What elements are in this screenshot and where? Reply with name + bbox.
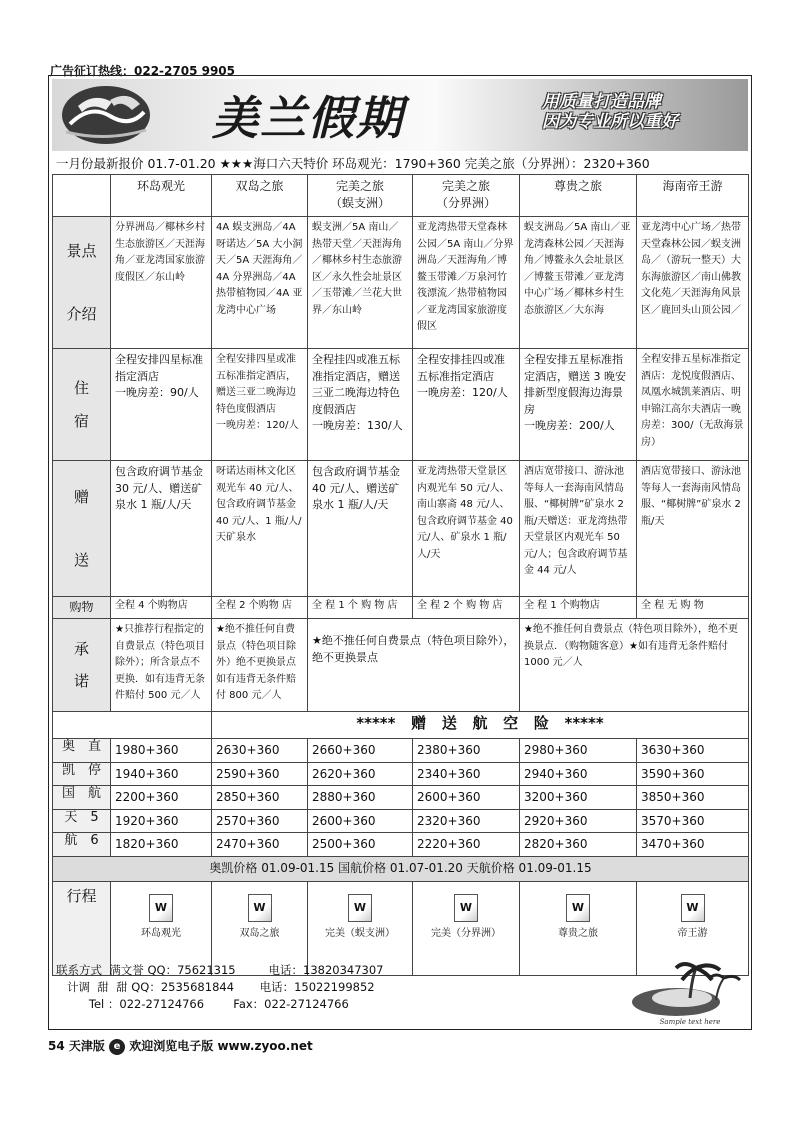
itinerary-doc[interactable] xyxy=(413,881,520,975)
price-cell: 2660+360 xyxy=(308,739,413,763)
gift-cell: 包含政府调节基金 30 元/人、赠送矿泉水 1 瓶/人/天 xyxy=(111,461,212,597)
brand-title: 美兰假期 xyxy=(212,91,404,145)
itinerary-doc[interactable] xyxy=(520,881,637,975)
price-label-2: 停 xyxy=(88,762,102,778)
price-cell: 1940+360 xyxy=(111,762,212,786)
price-cell: 1920+360 xyxy=(111,809,212,833)
stay-label-2: 宿 xyxy=(73,411,89,430)
stay-cell: 全程安排四星或准五标准指定酒店，赠送三亚二晚海边特色度假酒店 一晚房差：120/人 xyxy=(212,349,308,461)
col-header: 海南帝王游 xyxy=(637,175,749,217)
price-cell: 3590+360 xyxy=(637,762,749,786)
price-label-2: 6 xyxy=(90,833,99,848)
doc-label: 尊贵之旅 xyxy=(558,927,598,939)
doc-label: 双岛之旅 xyxy=(239,927,280,939)
corner-cell xyxy=(53,175,111,217)
col-header: 完美之旅 （蜈支洲） xyxy=(308,175,413,217)
gift-banner: ***** 赠 送 航 空 险 ***** xyxy=(212,712,749,739)
slogan-line-2: 因为专业所以重好 xyxy=(542,112,678,132)
stay-cell: 全程安排五星标准指定酒店：龙悦度假酒店、凤凰水城凯莱酒店、明申锦江高尔夫酒店一晚房差：300/（无敌海景房） xyxy=(637,349,749,461)
slogan xyxy=(542,92,678,132)
col-header: 完美之旅 （分界洲） xyxy=(413,175,520,217)
sights-cell: 分界洲岛／椰林乡村生态旅游区／天涯海角／亚龙湾国家旅游度假区／东山岭 xyxy=(111,217,212,349)
price-cell: 3630+360 xyxy=(637,739,749,763)
gift-cell: 亚龙湾热带天堂景区内观光车 50 元/人、南山寨斋 48 元/人、包含政府调节基金 40 元/人、矿泉水 1 瓶/人/天 xyxy=(413,461,520,597)
price-cell: 2570+360 xyxy=(212,809,308,833)
price-cell: 2980+360 xyxy=(520,739,637,763)
promise-label-1: 承 xyxy=(73,639,89,658)
contact-row-2: 计调 甜 甜 QQ：2535681844 电话：15022199852 xyxy=(56,980,375,994)
shopping-cell: 全程 4 个购物店 xyxy=(111,597,212,619)
price-cell: 2880+360 xyxy=(308,786,413,810)
price-label-1: 凯 xyxy=(61,762,75,778)
price-cell: 3470+360 xyxy=(637,833,749,857)
price-dates: 奥凯价格 01.09-01.15 国航价格 01.07-01.20 天航价格 01.09-01.15 xyxy=(53,856,749,881)
price-cell: 2500+360 xyxy=(308,833,413,857)
price-row-label: 国 航 xyxy=(53,786,111,810)
sights-cell: 蜈支洲岛／5A 南山／亚龙湾森林公园／天涯海角／博鳌永久会址景区／博鳌玉带滩／亚龙湾中心广场／椰林乡村生态旅游区／大东海 xyxy=(520,217,637,349)
sights-label-2: 介绍 xyxy=(66,304,97,323)
word-doc-icon[interactable]: W xyxy=(149,894,173,922)
price-table xyxy=(52,174,749,976)
word-doc-icon[interactable]: W xyxy=(454,894,478,922)
price-cell: 1820+360 xyxy=(111,833,212,857)
price-label-1: 天 xyxy=(64,809,78,825)
price-row xyxy=(53,739,749,763)
price-cell: 2850+360 xyxy=(212,786,308,810)
price-cell: 2340+360 xyxy=(413,762,520,786)
gift-row xyxy=(53,461,749,597)
price-cell: 2590+360 xyxy=(212,762,308,786)
price-cell: 2940+360 xyxy=(520,762,637,786)
gift-label-1: 赠 xyxy=(73,488,89,506)
price-cell: 3850+360 xyxy=(637,786,749,810)
price-row-label xyxy=(53,833,111,857)
stay-cell: 全程安排挂四或准五标准指定酒店 一晚房差：120/人 xyxy=(413,349,520,461)
price-cell: 2600+360 xyxy=(413,786,520,810)
price-row xyxy=(53,809,749,833)
sights-label-1: 景点 xyxy=(66,242,97,260)
price-cell: 3570+360 xyxy=(637,809,749,833)
shopping-cell: 全 程 2 个 购 物 店 xyxy=(413,597,520,619)
itinerary-doc[interactable] xyxy=(212,881,308,975)
price-label-2: 5 xyxy=(90,809,99,825)
price-cell: 2920+360 xyxy=(520,809,637,833)
itinerary-doc[interactable] xyxy=(308,881,413,975)
price-label-1: 航 xyxy=(64,833,78,848)
promise-cell: ★绝不推任何自费景点（特色项目除外），绝不更换景点．（购物随客意）★如有违背无条件赔付 1000 元／人 xyxy=(520,619,749,712)
shopping-cell: 全 程 1 个 购 物 店 xyxy=(308,597,413,619)
dates-row xyxy=(53,856,749,881)
sights-row xyxy=(53,217,749,349)
price-cell: 2600+360 xyxy=(308,809,413,833)
footer-text[interactable]: 欢迎浏览电子版 www.zyoo.net xyxy=(129,1039,313,1053)
sights-label xyxy=(53,217,111,349)
gift-cell: 呀诺达雨林文化区观光车 40 元/人、包含政府调节基金 40 元/人、1 瓶/人/天矿泉水 xyxy=(212,461,308,597)
shopping-row xyxy=(53,597,749,619)
contact-block xyxy=(56,962,384,1013)
price-cell: 2320+360 xyxy=(413,809,520,833)
price-row-label xyxy=(53,762,111,786)
stay-cell: 全程安排五星标准指定酒店，赠送 3 晚安排新型度假海边海景房 一晚房差：200/人 xyxy=(520,349,637,461)
island-caption: Sample text here xyxy=(659,1018,721,1026)
price-row-label xyxy=(53,739,111,763)
stay-cell: 全程安排四星标准指定酒店 一晚房差：90/人 xyxy=(111,349,212,461)
gift-label xyxy=(53,461,111,597)
stay-row xyxy=(53,349,749,461)
price-cell: 2820+360 xyxy=(520,833,637,857)
promise-cell: ★绝不推任何自费景点（特色项目除外）绝不更换景点如有违背无条件赔付 800 元／人 xyxy=(212,619,308,712)
island-illustration xyxy=(620,958,748,1028)
price-label-1: 奥 xyxy=(61,739,75,754)
gift-banner-row xyxy=(53,712,749,739)
shopping-cell: 全程 2 个购物 店 xyxy=(212,597,308,619)
price-cell: 2630+360 xyxy=(212,739,308,763)
col-header: 尊贵之旅 xyxy=(520,175,637,217)
word-doc-icon[interactable]: W xyxy=(566,894,590,922)
sights-cell: 蜈支洲／5A 南山／热带天堂／天涯海角／椰林乡村生态旅游区／永久性会址景区／玉带滩／兰花大世界／东山岭 xyxy=(308,217,413,349)
contact-row-3: Tel ：022-27124766 Fax：022-27124766 xyxy=(56,997,349,1011)
ad-hotline: 广告征订热线：022-2705 9905 xyxy=(50,64,236,78)
stay-label xyxy=(53,349,111,461)
shopping-label: 购物 xyxy=(53,597,111,619)
price-cell: 2200+360 xyxy=(111,786,212,810)
shopping-cell: 全 程 无 购 物 xyxy=(637,597,749,619)
stay-label-1: 住 xyxy=(73,379,89,397)
word-doc-icon[interactable]: W xyxy=(348,894,372,922)
page-footer xyxy=(48,1037,313,1055)
header-row xyxy=(53,175,749,217)
gift-cell: 酒店宽带接口、游泳池等每人一套海南风情岛服、“椰树牌”矿泉水 2 瓶/天 xyxy=(637,461,749,597)
doc-label: 环岛观光 xyxy=(141,927,181,939)
promise-label xyxy=(53,619,111,712)
slogan-line-1: 用质量打造品牌 xyxy=(542,92,661,112)
promo-line: 一月份最新报价 01.7-01.20 ★★★海口六天特价 环岛观光：1790+360 完美之旅（分界洲）：2320+360 xyxy=(56,156,650,171)
price-cell: 2470+360 xyxy=(212,833,308,857)
doc-label: 完美（分界洲） xyxy=(431,927,501,939)
price-cell: 2380+360 xyxy=(413,739,520,763)
word-doc-icon[interactable]: W xyxy=(681,894,705,922)
price-cell: 2620+360 xyxy=(308,762,413,786)
price-row xyxy=(53,786,749,810)
page-number: 54 天津版 xyxy=(48,1039,105,1053)
itinerary-label: 行程 xyxy=(53,881,111,975)
gift-banner-blank xyxy=(53,712,212,739)
col-header: 环岛观光 xyxy=(111,175,212,217)
shopping-cell: 全 程 1 个购物店 xyxy=(520,597,637,619)
price-cell: 1980+360 xyxy=(111,739,212,763)
promise-label-2: 诺 xyxy=(73,672,89,690)
price-cell: 2220+360 xyxy=(413,833,520,857)
price-cell: 3200+360 xyxy=(520,786,637,810)
doc-label: 完美（蜈支洲） xyxy=(325,927,395,939)
price-label-2: 直 xyxy=(88,739,102,754)
promise-cell: ★只推荐行程指定的自费景点（特色项目除外）；所含景点不更换．如有违背无条件赔付 500 元／人 xyxy=(111,619,212,712)
doc-label: 帝王游 xyxy=(677,927,708,939)
stay-cell: 全程挂四或准五标准指定酒店，赠送三亚二晚海边特色度假酒店 一晚房差：130/人 xyxy=(308,349,413,461)
col-header: 双岛之旅 xyxy=(212,175,308,217)
dolphin-logo xyxy=(60,84,152,146)
word-doc-icon[interactable]: W xyxy=(248,894,272,922)
price-row xyxy=(53,833,749,857)
e-logo-icon: e xyxy=(109,1039,125,1055)
contact-row-1: 联系方式 满文誉 QQ：75621315 电话：13820347307 xyxy=(56,963,384,977)
price-row-label xyxy=(53,809,111,833)
sights-cell: 亚龙湾热带天堂森林公园／5A 南山／分界洲岛／天涯海角／博鳌玉带滩／万泉河竹筏漂流／热带植物园／亚龙湾国家旅游度假区 xyxy=(413,217,520,349)
price-row xyxy=(53,762,749,786)
gift-cell: 酒店宽带接口、游泳池等每人一套海南风情岛服、“椰树牌”矿泉水 2 瓶/天赠送：亚龙湾热带天堂景区内观光车 50 元/人；包含政府调节基金 44 元/人 xyxy=(520,461,637,597)
sights-cell: 亚龙湾中心广场／热带天堂森林公园／蜈支洲岛／（游玩一整天）大东海旅游区／南山佛教文化苑／天涯海角风景区／鹿回头山顶公园／ xyxy=(637,217,749,349)
promise-row xyxy=(53,619,749,712)
itinerary-doc[interactable] xyxy=(111,881,212,975)
gift-label-2: 送 xyxy=(73,550,89,569)
gift-cell: 包含政府调节基金 40 元/人、赠送矿泉水 1 瓶/人/天 xyxy=(308,461,413,597)
sights-cell: 4A 蜈支洲岛／4A 呀诺达／5A 大小洞天／5A 天涯海角／4A 分界洲岛／4A 热带植物园／4A 亚龙湾中心广场 xyxy=(212,217,308,349)
promise-cell: ★绝不推任何自费景点（特色项目除外），绝不更换景点 xyxy=(308,619,520,712)
